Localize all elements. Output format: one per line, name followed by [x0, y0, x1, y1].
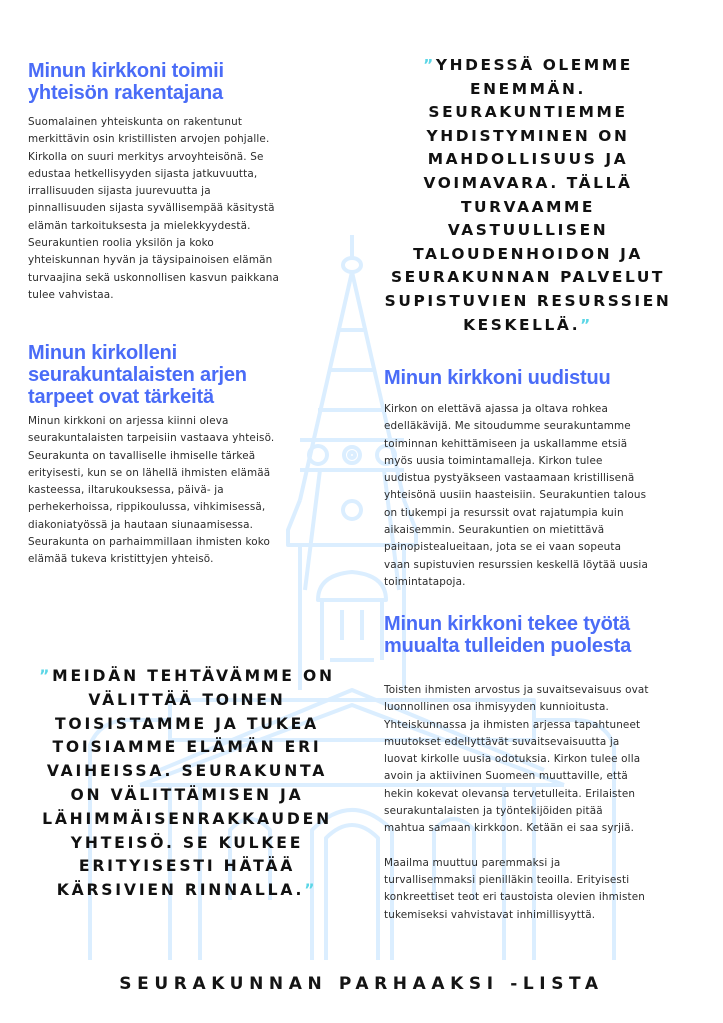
quote-caring: ”MEIDÄN TEHTÄVÄMME ON VÄLITTÄÄ TOINEN TOISISTAMME JA TUKEA TOISIAMME ELÄMÄN ERI VAIHEISSA. SEURAKUNTA ON VÄLITTÄMISEN JA LÄHIMMÄISENRAKKAUDEN YHTEISÖ. SE KULKEE ERITYISESTI HÄTÄÄ KÄRSIVIEN RINNALLA.”	[39, 667, 335, 900]
quote-close-icon: ”	[304, 881, 318, 900]
section-immigrants	[384, 613, 714, 924]
section-body: Minun kirkkoni on arjessa kiinni oleva seurakuntalaisten tarpeisiin vastaava yhteisö. Seurakunta on tavalliselle ihmiselle tärkeä erityisesti, kun se on lähellä ihmisten elämää kasteessa, iltarukouksessa, päivä- ja perhekerhoissa, rippikoulussa, vihkimisessä, diakoniatyössä ja hautaan siunaamisessa. Seurakunta on parhaimmillaan ihmisten koko elämää tukeva kristittyjen yhteisö.	[28, 415, 275, 566]
section-community-builder	[28, 60, 348, 304]
section-body: Kirkon on elettävä ajassa ja oltava rohkea edelläkävijä. Me sitoudumme seurakuntamme toiminnan kehittämiseen ja uskallamme etsiä myös uusia toimintamalleja. Kirkon tulee uudistua pystyäkseen vastaamaan kristillisenä yhteisönä uusiin haasteisiin. Seurakuntien talous on tiukempi ja resurssit ovat rajatumpia kuin aikaisemmin. Seurakuntien on mietittävä painopistealueitaan, jota se ei vaan sopeuta vaan supistuvien resurssien keskellä löytää uusia toimintatapoja.	[384, 403, 648, 588]
quote-open-icon: ”	[39, 667, 53, 685]
footer-title: SEURAKUNNAN PARHAAKSI -LISTA	[119, 974, 604, 994]
quote-close-icon: ”	[580, 315, 593, 334]
quote-open-icon: ”	[423, 56, 436, 74]
section-body-2: Maailma muuttuu paremmaksi ja turvallisemmaksi pienilläkin teoilla. Erityisesti konkreettiset teot eri taustoista olevien ihmisten tukemiseksi vahvistavat inhimillisyyttä.	[384, 856, 646, 921]
section-title: Minun kirkkoni uudistuu	[384, 367, 611, 389]
section-title: Minun kirkolleni seurakuntalaisten arjen tarpeet ovat tärkeitä	[28, 342, 247, 408]
section-body: Toisten ihmisten arvostus ja suvaitsevaisuus ovat luonnollinen osa ihmisyyden kunnioitusta. Yhteiskunnassa ja ihmisten arjessa tapahtuneet muutokset edellyttävät suvaitsevaisuutta ja luovat kirkolle uusia odotuksia. Kirkon tulee olla avoin ja aktiivinen Suomeen muuttaville, että hekin kokevat olevansa tervetulleita. Erilaisten seurakuntalaisten ja työntekijöiden pitää mahtua samaan kirkkoon. Ketään ei saa syrjiä.	[384, 684, 649, 835]
section-title: Minun kirkkoni toimii yhteisön rakentajana	[28, 60, 224, 104]
section-body: Suomalainen yhteiskunta on rakentunut merkittävin osin kristillisten arvojen pohjalle. Kirkolla on suuri merkitys arvoyhteisönä. Se edustaa hetkellisyyden sijasta jatkuvuutta, irrallisuuden sijasta juurevuutta ja pinnallisuuden sijasta syvällisempää käsitystä elämän tarkoituksesta ja mielekkyydestä. Seurakuntien roolia yksilön ja koko yhteiskunnan hyvän ja täysipainoisen elämän turvaajina sekä uskonnollisen kasvun paikkana tulee vahvistaa.	[28, 116, 280, 301]
section-renewal	[384, 367, 714, 591]
section-title: Minun kirkkoni tekee työtä muualta tulleiden puolesta	[384, 613, 632, 657]
quote-together: ”YHDESSÄ OLEMME ENEMMÄN. SEURAKUNTIEMME YHDISTYMINEN ON MAHDOLLISUUS JA VOIMAVARA. TÄLLÄ TURVAAMME VASTUULLISEN TALOUDENHOIDON JA SEURAKUNNAN PALVELUT SUPISTUVIEN RESURSSIEN KESKELLÄ.”	[384, 56, 672, 334]
section-everyday-needs	[28, 342, 348, 569]
